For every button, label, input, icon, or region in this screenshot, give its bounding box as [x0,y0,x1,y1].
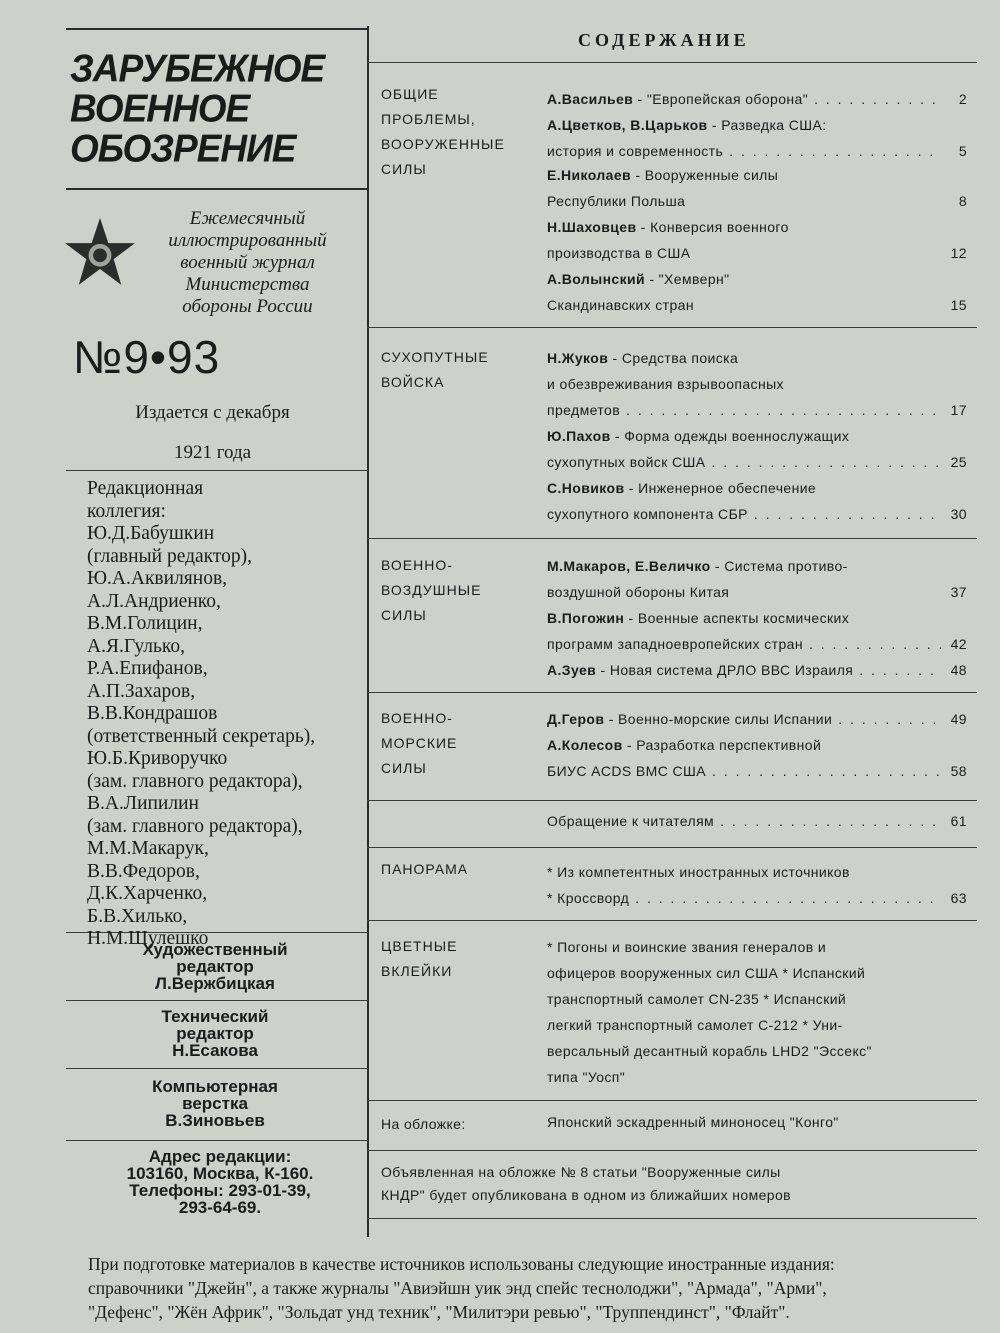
page-number: 63 [950,890,967,906]
page-number: 15 [950,297,967,313]
rule-notice-bottom [367,1218,977,1219]
board-line: А.Я.Гулько, [87,635,185,657]
toc-entry[interactable]: А.Колесов - Разработка перспективной БИУС ACDS ВМС США . . . 58 [547,732,967,784]
page-number: 2 [958,91,967,107]
toc-entry-panorama[interactable]: * Из компетентных иностранных источников * Кроссворд . . . 63 [547,859,967,911]
board-line: В.А.Липилин [87,793,199,814]
masthead-rule-bottom [66,188,368,190]
rule-sec3 [367,538,977,539]
notice-line: КНДР" будет опубликована в одном из ближайших номеров [381,1187,791,1203]
logo-line: ЗАРУБЕЖНОЕ [70,47,325,91]
page-number: 42 [950,636,967,652]
page-number: 8 [958,193,967,209]
sources-footnote: При подготовке материалов в качестве источников использованы следующие иностранные издания: справочники "Джейн", а также журналы "Авиэйшн уик энд спейс теснолоджи", "Армада", "Арми", "Дефенс", "Жён Африк", "Зольдат унд техник", "Милитэри ревью", "Труппендинст", "Флайт". [88,1254,835,1322]
rule-cover [367,1100,977,1101]
rule-tech [66,1000,368,1001]
rule-panorama [367,847,977,848]
board-line: В.В.Кондрашов [87,703,218,724]
toc-entry-appeal[interactable]: Обращение к читателям . . . 61 [547,808,967,834]
logo-line: ВОЕННОЕ [70,86,250,130]
toc-entry[interactable]: А.Зуев - Новая система ДРЛО ВВС Израиля . . . 48 [547,657,967,683]
toc-entry-color-inserts[interactable]: * Погоны и воинские звания генералов и офицеров вооруженных сил США * Испанский транспортный самолет CN-235 * Испанский легкий транспортный самолет С-212 * Уни- версальный десантный корабль LHD2 "Эссекс" типа "Уосп" [547,939,872,1085]
page-number: 37 [950,584,967,600]
rule-inserts [367,920,977,921]
cover-text: Японский эскадренный миноносец "Конго" [547,1114,839,1130]
board-line: Ю.Б.Криворучко [87,748,228,769]
board-line: Ю.А.Аквилянов, [87,568,228,589]
column-divider [367,26,369,1237]
board-line: коллегия: [87,500,166,522]
toc-entry[interactable]: Н.Жуков - Средства поиска и обезвреживания взрывоопасных предметов . . . 17 [547,345,967,423]
editorial-board [87,478,362,951]
logo-line: ОБОЗРЕНИЕ [70,126,296,170]
editorial-address: Адрес редакции: 103160, Москва, К-160. Телефоны: 293-01-39, 293-64-69. [126,1147,314,1217]
section-label-panorama: ПАНОРАМА [381,861,469,877]
board-line: Р.А.Епифанов, [87,658,208,679]
section-label-color-inserts: ЦВЕТНЫЕ ВКЛЕЙКИ [381,938,458,979]
rule-board [66,470,368,471]
board-line: В.В.Федоров, [87,860,200,882]
rule-toc-top [367,62,977,63]
board-line: (зам. главного редактора), [87,770,303,792]
section-label-air-force: ВОЕННО- ВОЗДУШНЫЕ СИЛЫ [381,557,482,623]
rule-appeal [367,800,977,801]
page-number: 48 [950,662,967,678]
toc-entry[interactable]: Д.Геров - Военно-морские силы Испании . . . 49 [547,706,967,732]
since-line-2: 1921 года [173,442,252,463]
star-emblem-icon [62,215,138,291]
page-number: 49 [950,711,967,727]
toc-entry[interactable]: А.Волынский - "Хемверн" Скандинавских стран 15 [547,266,967,318]
toc-entry[interactable]: А.Васильев - "Европейская оборона" . . . 2 [547,86,967,112]
page-number: 58 [950,763,967,779]
board-line: Н.М.Шулешко [87,928,209,949]
issue-number: №9•93 [73,331,221,383]
toc-entry[interactable]: А.Цветков, В.Царьков - Разведка США: история и современность . . . 5 [547,112,967,164]
toc-entry[interactable]: М.Макаров, Е.Величко - Система противо- воздушной обороны Китая 37 [547,553,967,605]
board-line: Ю.Д.Бабушкин [87,523,215,544]
tech-editor-credit: Технический редактор Н.Есакова [161,1007,269,1060]
board-line: В.М.Голицин, [87,613,203,634]
layout-credit: Компьютерная верстка В.Зиновьев [152,1077,278,1130]
rule-sec4 [367,692,977,693]
rule-layout [66,1068,368,1069]
board-line: Редакционная [87,478,204,499]
page-number: 5 [958,143,967,159]
since-line-1: Издается с декабря [135,402,290,423]
art-editor-credit: Художественный редактор Л.Вержбицкая [142,940,288,993]
board-line: А.Л.Андриенко, [87,590,221,612]
board-line: Д.К.Харченко, [87,883,208,904]
board-line: (зам. главного редактора), [87,815,303,837]
page-number: 12 [950,245,967,261]
toc-entry[interactable]: Е.Николаев - Вооруженные силы Республики Польша 8 [547,162,967,214]
section-label-navy: ВОЕННО- МОРСКИЕ СИЛЫ [381,710,458,776]
toc-entry[interactable]: С.Новиков - Инженерное обеспечение сухопутного компонента СБР . . . 30 [547,475,967,527]
page-number: 61 [950,813,967,829]
toc-entry[interactable]: Ю.Пахов - Форма одежды военнослужащих сухопутных войск США . . . 25 [547,423,967,475]
rule-notice [367,1150,977,1151]
section-label-ground-forces: СУХОПУТНЫЕ ВОЙСКА [381,349,489,390]
masthead-rule-top [66,28,368,30]
board-line: А.П.Захаров, [87,680,196,702]
board-line: М.М.Макарук, [87,838,209,859]
board-line: Б.В.Хилько, [87,905,188,927]
toc-entry[interactable]: Н.Шаховцев - Конверсия военного производства в США 12 [547,214,967,266]
cover-label: На обложке: [381,1116,466,1132]
board-line: (главный редактор), [87,545,253,567]
page-number: 25 [950,454,967,470]
notice-line: Объявленная на обложке № 8 статьи "Вооруженные силы [381,1164,781,1180]
page-number: 30 [950,506,967,522]
toc-title: СОДЕРЖАНИЕ [578,30,750,50]
magazine-logo [70,49,370,169]
section-label-general: ОБЩИЕ ПРОБЛЕМЫ, ВООРУЖЕННЫЕ СИЛЫ [381,86,505,177]
toc-entry[interactable]: В.Погожин - Военные аспекты космических программ западноевропейских стран . . . 42 [547,605,967,657]
rule-address [66,1140,368,1141]
board-line: (ответственный секретарь), [87,725,316,747]
masthead-subtitle: Ежемесячный иллюстрированный военный журнал Министерства обороны России [168,208,327,317]
rule-sec2 [367,327,977,328]
page-number: 17 [950,402,967,418]
